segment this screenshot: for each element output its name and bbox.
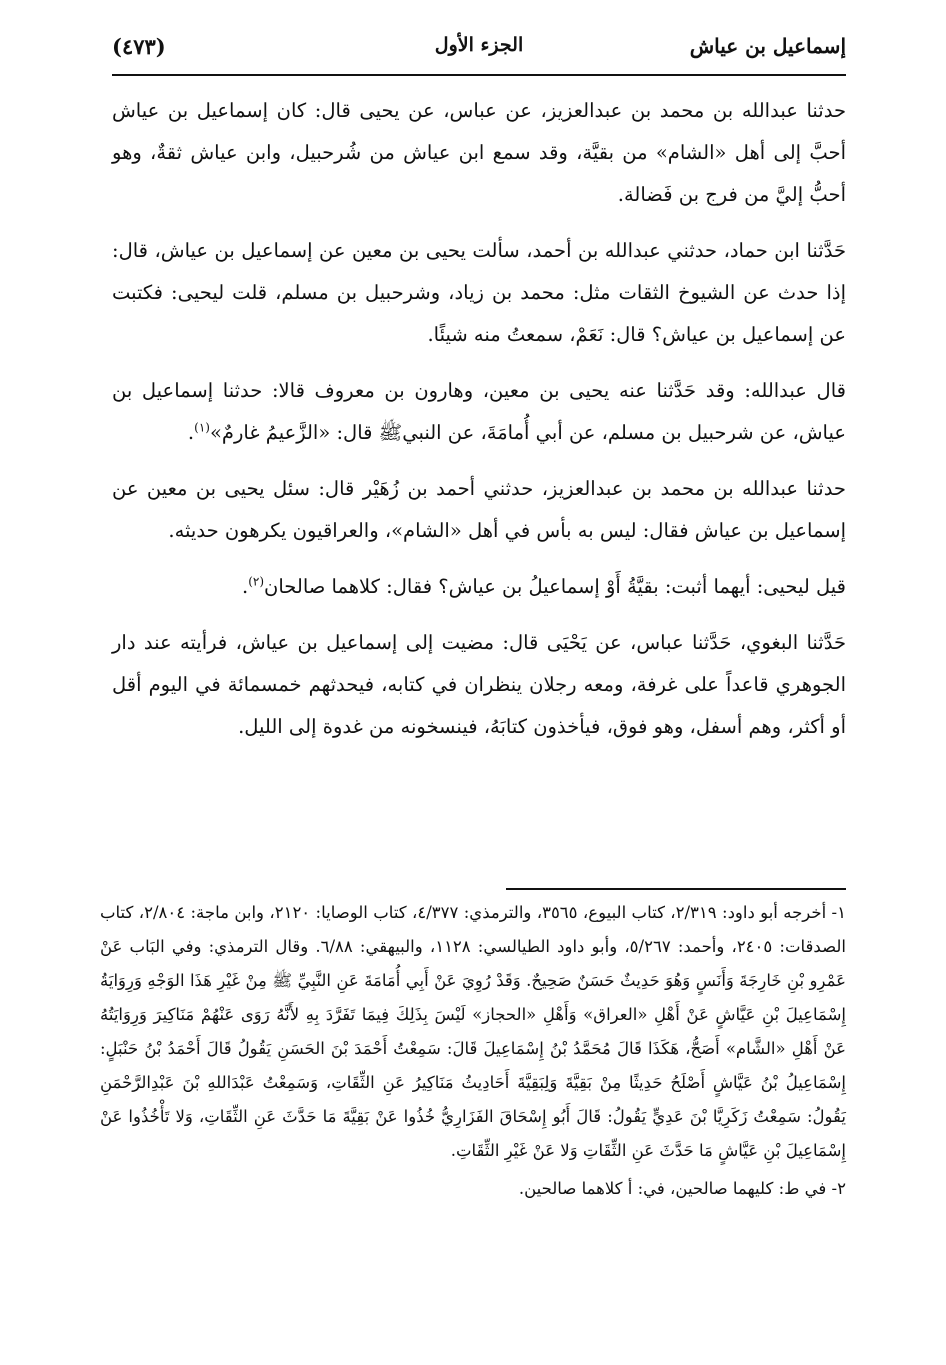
running-header xyxy=(112,28,846,76)
header-volume-title: الجزء الأول xyxy=(434,34,524,56)
paragraph: قال عبدالله: وقد حَدَّثنا عنه يحيى بن معين، وهارون بن معروف قالا: حدثنا إسماعيل بن عياش، عن شرحبيل بن مسلم، عن أبي أُمامَةَ، عن النبيﷺ قال: «الزَّعيمُ غارمٌ»$^{(١)}$. xyxy=(112,379,846,444)
footnote: ١- أخرجه أبو داود: ٢/٣١٩، كتاب البيوع، ٣٥٦٥، والترمذي: ٤/٣٧٧، كتاب الوصايا: ٢١٢٠، وابن ماجة: ٢/٨٠٤، كتاب الصدقات: ٢٤٠٥، وأحمد: ٥/٢٦٧، وأبو داود الطيالسي: ١١٢٨، والبيهقي: ٦/٨٨. وقال الترمذي: وفي البَاب عَنْ عَمْرِو بْنِ خَارِجَةَ وَأَنَسٍ وَهُوَ حَدِيثٌ حَسَنٌ صَحِيحٌ. وَقَدْ رُوِيَ عَنْ أَبِي أُمَامَةَ عَنِ النَّبِيِّ ﷺ مِنْ غَيْرِ هَذَا الوَجْهِ وَرِوَايَةُ إِسْمَاعِيلَ بْنِ عَيَّاشٍ عَنْ أَهْلِ «العراق» وَأَهْلِ «الحجاز» لَيْسَ بِذَلِكَ فِيمَا تَفَرَّدَ بِهِ لأَنَّهُ رَوَى عَنْهُمْ مَنَاكِيرَ وَرِوَايَتُهُ عَنْ أَهْلِ «الشَّام» أَصَحُّ، هَكَذَا قَالَ مُحَمَّدُ بْنُ إِسْمَاعِيلَ قَالَ: سَمِعْتُ أَحْمَدَ بْنَ الحَسَنِ يَقُولُ قَالَ أَحْمَدُ بْنُ حَنْبَلٍ: إِسْمَاعِيلُ بْنُ عَيَّاشٍ أَصْلَحُ حَدِيثًا مِنْ بَقِيَّةَ وَلِبَقِيَّةَ أَحَادِيثُ مَنَاكِيرُ عَنِ الثِّقَاتِ، وَسَمِعْتُ عَبْدَاللهِ بْنَ عَبْدِالرَّحْمَنِ يَقُولُ: سَمِعْتُ زَكَرِيَّا بْنَ عَدِيٍّ يَقُولُ: قَالَ أَبُو إِسْحَاقَ الفَزَارِيُّ خُذُوا عَنْ بَقِيَّةَ مَا حَدَّثَ عَنِ الثِّقَاتِ، وَلا تَأْخُذُوا عَنْ إِسْمَاعِيلَ بْنِ عَيَّاشٍ مَا حَدَّثَ عَنِ الثِّقَاتِ وَلا عَنْ غَيْرِ الثِّقَاتِ. xyxy=(100,903,846,1160)
page-number: (٤٧٣) xyxy=(112,34,166,59)
main-text xyxy=(112,90,846,748)
paragraph: حدثنا عبدالله بن محمد بن عبدالعزيز، حدثني أحمد بن زُهَيْر قال: سئل يحيى بن معين عن إسماعيل بن عياش فقال: ليس به بأس في أهل «الشام»، والعراقيون يكرهون حديثه. xyxy=(112,477,846,542)
paragraph: حَدَّثنا ابن حماد، حدثني عبدالله بن أحمد، سألت يحيى بن معين عن إسماعيل بن عياش، قال: إذا حدث عن الشيوخ الثقات مثل: محمد بن زياد، وشرحبيل بن مسلم، قلت ليحيى: فكتبت عن إسماعيل بن عياش؟ قال: نَعَمْ، سمعتُ منه شيئًا. xyxy=(112,239,846,346)
header-chapter-title: إسماعيل بن عياش xyxy=(689,34,846,58)
footnotes xyxy=(100,888,846,1206)
footnote: ٢- في ط: كليهما صالحين، في: أ كلاهما صالحين. xyxy=(518,1179,846,1198)
footnote-ref: (١) xyxy=(194,420,210,435)
paragraph: حدثنا عبدالله بن محمد بن عبدالعزيز، عن عباس، عن يحيى قال: كان إسماعيل بن عياش أحبَّ إلى أهل «الشام» من بقيَّة، وقد سمع ابن عياش من شُرحبيل، وابن عياش ثقةٌ، وهو أحبُّ إليَّ من فرج بن فَضالة. xyxy=(112,99,846,206)
paragraph: حَدَّثنا البغوي، حَدَّثنا عباس، عن يَحْيَى قال: مضيت إلى إسماعيل بن عياش، فرأيته عند دار الجوهري قاعداً على غرفة، ومعه رجلان ينظران في كتابه، فيحدثهم خمسمائة في اليوم أقل أو أكثر، وهم أسفل، وهو فوق، فيأخذون كتابَهُ، فينسخونه من غدوة إلى الليل. xyxy=(112,631,846,738)
paragraph: قيل ليحيى: أيهما أثبت: بقيَّةُ أَوْ إسماعيلُ بن عياش؟ فقال: كلاهما صالحان$^{(٢)}$. xyxy=(242,574,846,598)
footnote-divider xyxy=(506,888,846,890)
footnote-ref: (٢) xyxy=(248,574,265,589)
